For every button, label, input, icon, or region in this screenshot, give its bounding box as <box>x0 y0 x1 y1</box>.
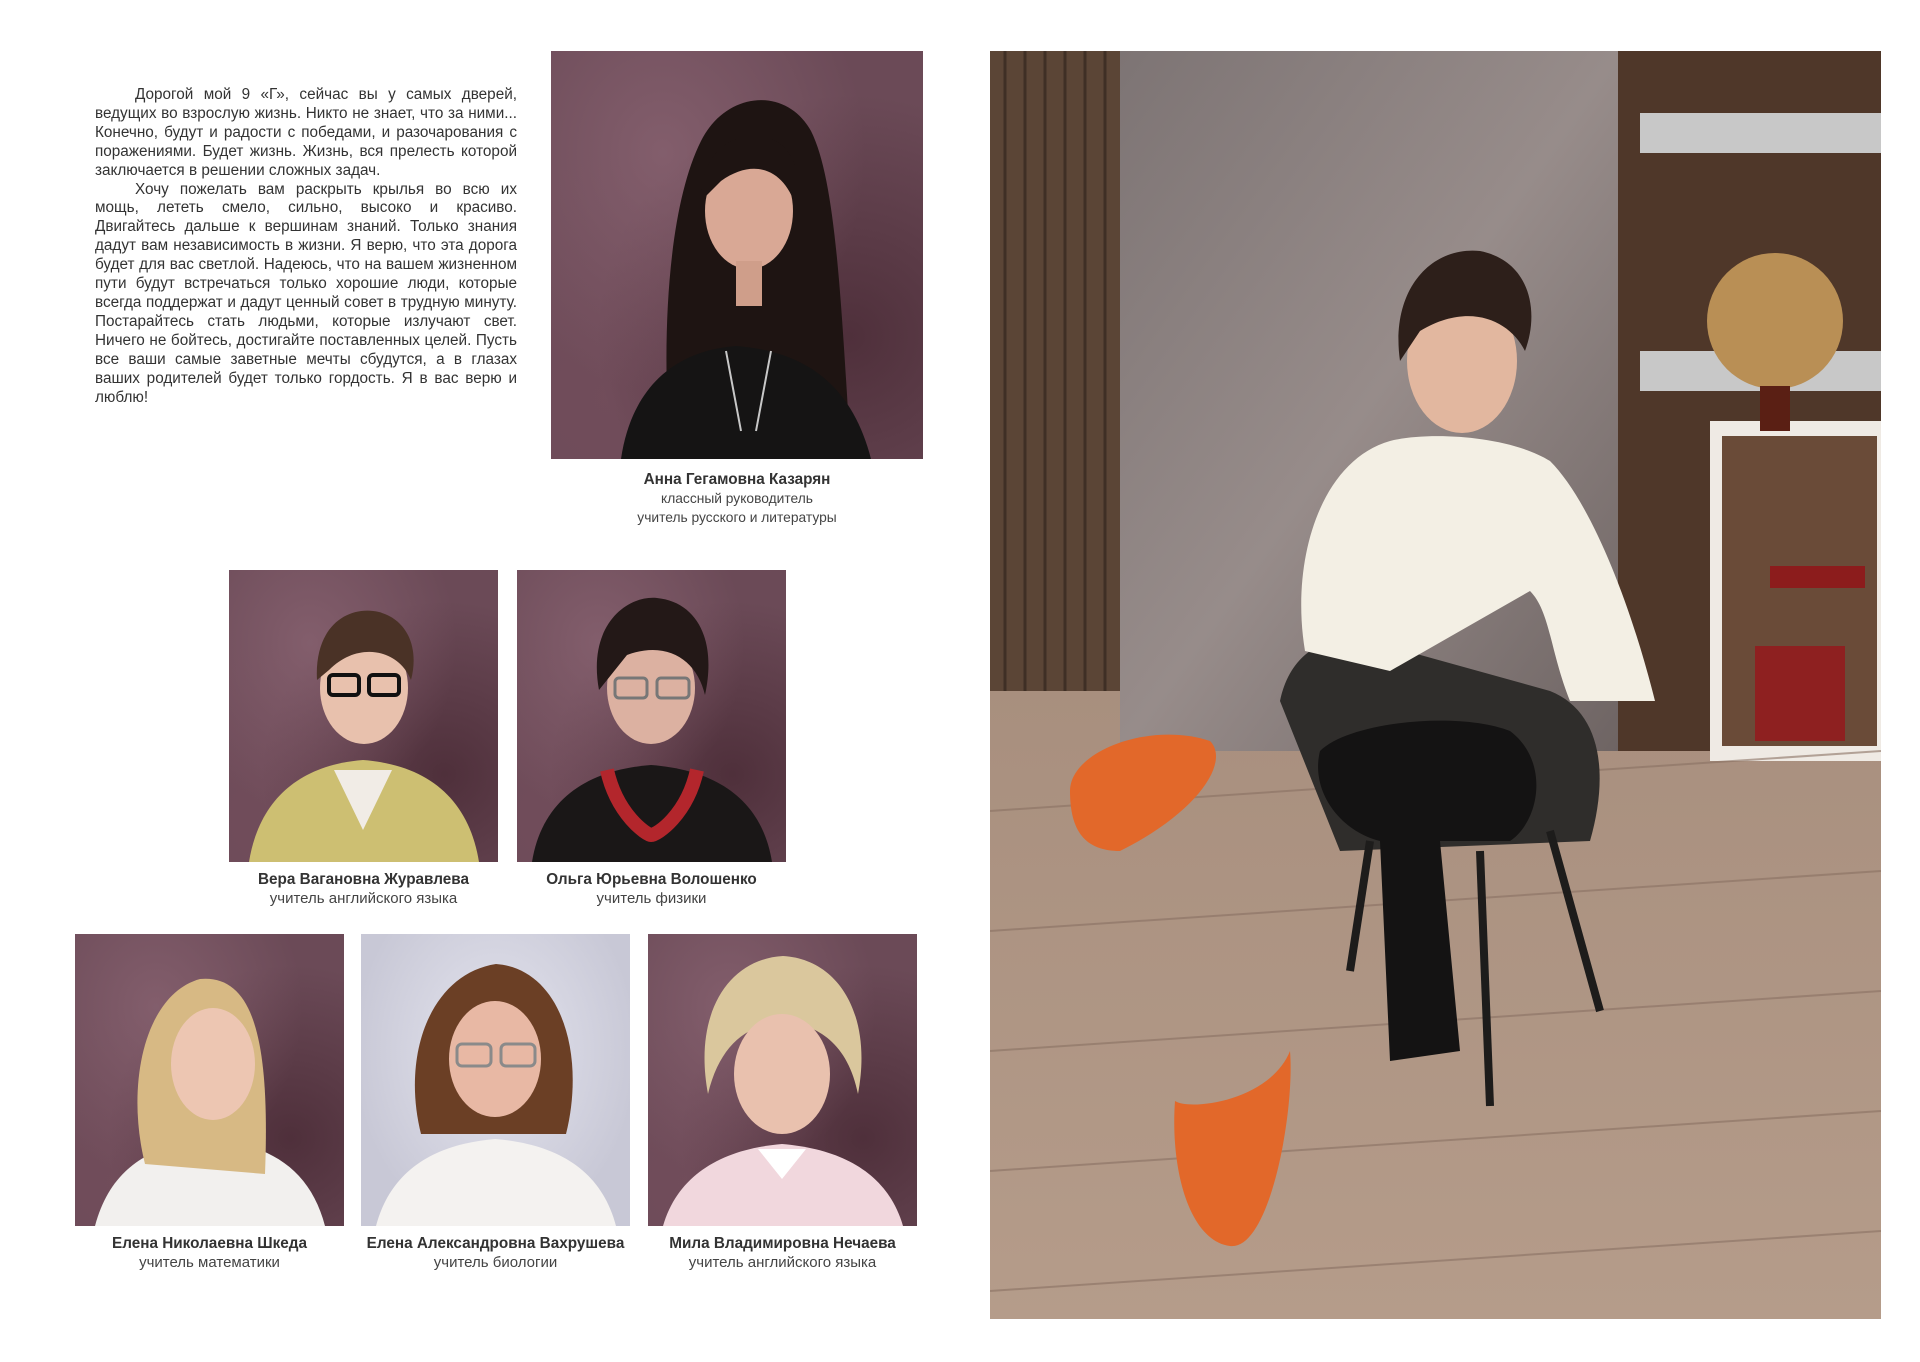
teacher-caption-voloshenko <box>517 870 786 908</box>
teacher-role: классный руководитель <box>661 491 813 506</box>
student-photo <box>990 51 1881 1319</box>
class-teacher-photo <box>551 51 923 459</box>
teacher-name: Елена Николаевна Шкеда <box>112 1235 307 1252</box>
letter-paragraph-2: Хочу пожелать вам раскрыть крылья во всю их мощь, лететь смело, сильно, высоко и красиво. Двигайтесь дальше к вершинам знаний. Только знания дадут вам независимость в жизни. Я верю, что эта дорога будет для вас светлой. Надеюсь, что на вашем жизненном пути будут встречаться только хорошие люди, которые всегда поддержат и дадут ценный совет в трудную минуту. Постарайтесь стать людьми, которые излучают свет. Ничего не бойтесь, достигайте поставленных целей. Пусть все ваши самые заветные мечты сбудутся, а в глазах ваших родителей будет только гордость. Я в вас верю и люблю! <box>95 180 517 406</box>
teacher-role: учитель английского языка <box>688 1254 877 1271</box>
intro-letter <box>95 86 517 407</box>
teacher-role: учитель физики <box>596 890 707 907</box>
teacher-role: учитель математики <box>139 1254 280 1271</box>
teacher-photo-zhuravleva <box>229 570 498 862</box>
letter-paragraph-1: Дорогой мой 9 «Г», сейчас вы у самых дверей, ведущих во взрослую жизнь. Никто не знает, что за ними... Конечно, будут и радости с победами, и разочарования с поражениями. Будет жизнь. Жизнь, вся прелесть которой заключается в решении сложных задач. <box>95 86 517 179</box>
teacher-name: Мила Владимировна Нечаева <box>669 1235 896 1252</box>
teacher-role-secondary: учитель русского и литературы <box>637 510 837 525</box>
teacher-photo-nechaeva <box>648 934 917 1226</box>
teacher-photo-vakhrusheva <box>361 934 630 1226</box>
teacher-caption-vakhrusheva <box>341 1234 650 1272</box>
teacher-name: Елена Александровна Вахрушева <box>366 1235 625 1252</box>
teacher-caption-nechaeva <box>638 1234 927 1272</box>
class-teacher-caption <box>551 470 923 527</box>
teacher-name: Вера Вагановна Журавлева <box>258 871 469 888</box>
teacher-caption-shkeda <box>45 1234 374 1272</box>
teacher-name: Ольга Юрьевна Волошенко <box>546 871 757 888</box>
teacher-role: учитель биологии <box>433 1254 558 1271</box>
teacher-role: учитель английского языка <box>269 890 458 907</box>
teacher-photo-shkeda <box>75 934 344 1226</box>
teacher-caption-zhuravleva <box>229 870 498 908</box>
teacher-name: Анна Гегамовна Казарян <box>643 471 831 488</box>
teacher-photo-voloshenko <box>517 570 786 862</box>
